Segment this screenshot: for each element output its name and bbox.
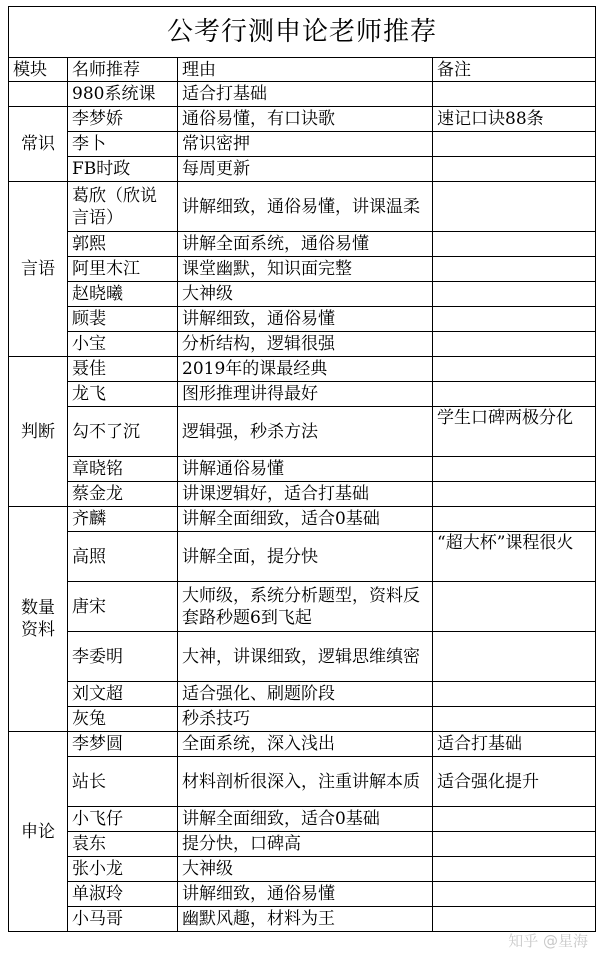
teacher-cell: 单淑玲: [68, 882, 178, 907]
reason-cell: 通俗易懂，有口诀歌: [178, 107, 433, 132]
reason-cell: 常识密押: [178, 132, 433, 157]
note-cell: [433, 707, 596, 732]
teacher-cell: 张小龙: [68, 857, 178, 882]
module-cell: 判断: [9, 357, 68, 507]
note-cell: [433, 182, 596, 232]
note-cell: [433, 507, 596, 532]
table-row: [9, 807, 596, 832]
reason-cell: 逻辑强，秒杀方法: [178, 407, 433, 457]
reason-cell: 每周更新: [178, 157, 433, 182]
note-cell: [433, 857, 596, 882]
table-row: [9, 582, 596, 632]
teacher-cell: 赵晓曦: [68, 282, 178, 307]
reason-cell: 大神级: [178, 857, 433, 882]
reason-cell: 讲解全面系统，通俗易懂: [178, 232, 433, 257]
module-cell: 数量资料: [9, 507, 68, 732]
reason-cell: 讲课逻辑好，适合打基础: [178, 482, 433, 507]
teacher-cell: 灰兔: [68, 707, 178, 732]
reason-cell: 提分快，口碑高: [178, 832, 433, 857]
note-cell: [433, 82, 596, 107]
note-cell: [433, 582, 596, 632]
teacher-cell: 高照: [68, 532, 178, 582]
teacher-cell: 小马哥: [68, 907, 178, 932]
reason-cell: 材料剖析很深入，注重讲解本质: [178, 757, 433, 807]
table-row: [9, 882, 596, 907]
teacher-cell: 葛欣（欣说言语）: [68, 182, 178, 232]
teacher-cell: 刘文超: [68, 682, 178, 707]
table-row: [9, 457, 596, 482]
reason-cell: 讲解全面细致，适合0基础: [178, 507, 433, 532]
note-cell: 适合打基础: [433, 732, 596, 757]
note-cell: “超大杯”课程很火: [433, 532, 596, 582]
table-row: [9, 907, 596, 932]
teacher-cell: 小宝: [68, 332, 178, 357]
reason-cell: 大师级，系统分析题型，资料反套路秒题6到飞起: [178, 582, 433, 632]
reason-cell: 大神，讲课细致，逻辑思维缜密: [178, 632, 433, 682]
teacher-cell: 齐麟: [68, 507, 178, 532]
teacher-cell: 站长: [68, 757, 178, 807]
teacher-cell: 李梦娇: [68, 107, 178, 132]
reason-cell: 讲解细致，通俗易懂，讲课温柔: [178, 182, 433, 232]
reason-cell: 讲解通俗易懂: [178, 457, 433, 482]
note-cell: [433, 807, 596, 832]
reason-cell: 大神级: [178, 282, 433, 307]
module-cell: 言语: [9, 182, 68, 357]
note-cell: [433, 832, 596, 857]
reason-cell: 讲解全面，提分快: [178, 532, 433, 582]
note-cell: [433, 382, 596, 407]
teacher-cell: 郭熙: [68, 232, 178, 257]
teacher-cell: 勾不了沉: [68, 407, 178, 457]
reason-cell: 幽默风趣，材料为王: [178, 907, 433, 932]
table-row: [9, 832, 596, 857]
reason-cell: 适合打基础: [178, 82, 433, 107]
teacher-cell: 小飞仔: [68, 807, 178, 832]
reason-cell: 2019年的课最经典: [178, 357, 433, 382]
note-cell: [433, 257, 596, 282]
teacher-cell: 李卜: [68, 132, 178, 157]
table-row: [9, 357, 596, 382]
watermark: 知乎 @星海: [508, 932, 588, 950]
table-row: [9, 82, 596, 107]
note-cell: [433, 457, 596, 482]
table-row: [9, 507, 596, 532]
teacher-cell: 章晓铭: [68, 457, 178, 482]
header-note: 备注: [433, 58, 596, 82]
module-cell: [9, 82, 68, 107]
teacher-cell: 聂佳: [68, 357, 178, 382]
reason-cell: 适合强化、刷题阶段: [178, 682, 433, 707]
table-row: [9, 707, 596, 732]
header-reason: 理由: [178, 58, 433, 82]
teacher-cell: 唐宋: [68, 582, 178, 632]
note-cell: [433, 482, 596, 507]
table-row: [9, 232, 596, 257]
table-row: [9, 282, 596, 307]
note-cell: [433, 907, 596, 932]
table-row: [9, 857, 596, 882]
note-cell: [433, 332, 596, 357]
teacher-cell: 李委明: [68, 632, 178, 682]
note-cell: 适合强化提升: [433, 757, 596, 807]
table-row: [9, 732, 596, 757]
teacher-cell: 袁东: [68, 832, 178, 857]
note-cell: [433, 882, 596, 907]
header-teacher: 名师推荐: [68, 58, 178, 82]
note-cell: [433, 307, 596, 332]
reason-cell: 讲解细致，通俗易懂: [178, 307, 433, 332]
note-cell: [433, 132, 596, 157]
note-cell: [433, 157, 596, 182]
note-cell: 学生口碑两极分化: [433, 407, 596, 457]
table-row: [9, 107, 596, 132]
module-cell: 常识: [9, 107, 68, 182]
table-row: [9, 182, 596, 232]
teacher-cell: 980系统课: [68, 82, 178, 107]
table-row: [9, 482, 596, 507]
reason-cell: 分析结构，逻辑很强: [178, 332, 433, 357]
module-cell: 申论: [9, 732, 68, 932]
recommendation-table: [8, 6, 596, 932]
table-row: [9, 307, 596, 332]
note-cell: [433, 357, 596, 382]
table-row: [9, 132, 596, 157]
sheet-title: 公考行测申论老师推荐: [9, 7, 596, 58]
teacher-cell: 龙飞: [68, 382, 178, 407]
note-cell: [433, 232, 596, 257]
teacher-cell: 蔡金龙: [68, 482, 178, 507]
reason-cell: 讲解全面细致，适合0基础: [178, 807, 433, 832]
note-cell: [433, 682, 596, 707]
reason-cell: 课堂幽默，知识面完整: [178, 257, 433, 282]
table-row: [9, 382, 596, 407]
teacher-cell: 顾裴: [68, 307, 178, 332]
note-cell: 速记口诀88条: [433, 107, 596, 132]
teacher-cell: 阿里木江: [68, 257, 178, 282]
reason-cell: 全面系统，深入浅出: [178, 732, 433, 757]
reason-cell: 图形推理讲得最好: [178, 382, 433, 407]
note-cell: [433, 282, 596, 307]
table-row: [9, 532, 596, 582]
table-row: [9, 157, 596, 182]
table-row: [9, 257, 596, 282]
table-row: [9, 407, 596, 457]
header-module: 模块: [9, 58, 68, 82]
note-cell: [433, 632, 596, 682]
table-row: [9, 682, 596, 707]
table-row: [9, 332, 596, 357]
teacher-cell: FB时政: [68, 157, 178, 182]
teacher-cell: 李梦圆: [68, 732, 178, 757]
reason-cell: 讲解细致，通俗易懂: [178, 882, 433, 907]
reason-cell: 秒杀技巧: [178, 707, 433, 732]
table-row: [9, 757, 596, 807]
table-row: [9, 632, 596, 682]
